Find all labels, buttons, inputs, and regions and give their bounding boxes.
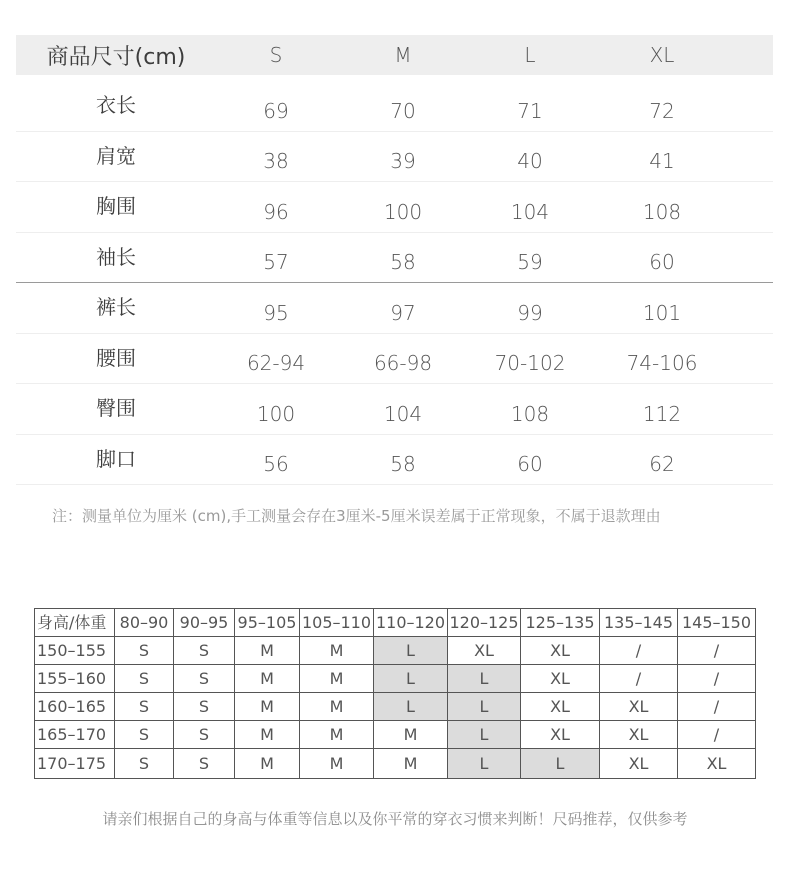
- cell: 57: [263, 250, 289, 275]
- row-label: 衣长: [96, 93, 136, 118]
- cell: S: [174, 665, 235, 693]
- cell: XL: [521, 693, 600, 721]
- cell: 66-98: [373, 351, 433, 376]
- cell: /: [678, 637, 756, 665]
- cell: S: [174, 721, 235, 749]
- cell: S: [174, 637, 235, 665]
- size-s-header: S: [269, 43, 283, 67]
- row-label: 肩宽: [96, 143, 136, 168]
- cell: M: [235, 637, 300, 665]
- cell: 99: [517, 300, 543, 325]
- cell: M: [374, 721, 448, 749]
- table-header-row: [35, 609, 756, 637]
- cell: 38: [263, 149, 289, 174]
- height-cell: 170–175: [35, 749, 115, 779]
- cell: 71: [517, 98, 543, 123]
- cell: 39: [390, 149, 416, 174]
- cell: 100: [256, 401, 296, 426]
- cell: 104: [383, 401, 423, 426]
- cell: 58: [390, 452, 416, 477]
- cell: XL: [448, 637, 521, 665]
- cell: /: [600, 665, 678, 693]
- cell: 69: [263, 98, 289, 123]
- cell: 58: [390, 250, 416, 275]
- header-cell: 135–145: [600, 609, 678, 637]
- header-cell: 110–120: [374, 609, 448, 637]
- cell: L: [374, 665, 448, 693]
- cell: S: [174, 693, 235, 721]
- table-row: [35, 637, 756, 665]
- cell: S: [115, 665, 174, 693]
- cell: M: [300, 693, 374, 721]
- cell: 60: [649, 250, 675, 275]
- cell: L: [521, 749, 600, 779]
- cell: S: [115, 637, 174, 665]
- cell: XL: [678, 749, 756, 779]
- cell: L: [374, 637, 448, 665]
- cell: /: [678, 721, 756, 749]
- header-cell: 125–135: [521, 609, 600, 637]
- table-row: [35, 749, 756, 779]
- cell: 96: [263, 199, 289, 224]
- cell: L: [448, 665, 521, 693]
- table-row: [16, 81, 773, 132]
- cell: S: [174, 749, 235, 779]
- cell: XL: [521, 637, 600, 665]
- cell: M: [300, 721, 374, 749]
- row-label: 臀围: [96, 396, 136, 421]
- table-row: [35, 693, 756, 721]
- row-label: 袖长: [96, 244, 136, 269]
- cell: 108: [642, 199, 682, 224]
- table-row: [16, 435, 773, 486]
- cell: M: [235, 749, 300, 779]
- header-cell: 145–150: [678, 609, 756, 637]
- cell: 101: [642, 300, 682, 325]
- cell: 62: [649, 452, 675, 477]
- cell: 95: [263, 300, 289, 325]
- cell: L: [448, 693, 521, 721]
- cell: 41: [649, 149, 675, 174]
- cell: XL: [521, 721, 600, 749]
- table-row: [16, 283, 773, 334]
- cell: M: [235, 693, 300, 721]
- cell: /: [678, 665, 756, 693]
- row-label: 脚口: [96, 446, 136, 471]
- size-l-header: L: [524, 43, 536, 67]
- height-cell: 165–170: [35, 721, 115, 749]
- cell: 70: [390, 98, 416, 123]
- height-cell: 160–165: [35, 693, 115, 721]
- header-cell: 90–95: [174, 609, 235, 637]
- table-row: [35, 721, 756, 749]
- cell: S: [115, 693, 174, 721]
- cell: 100: [383, 199, 423, 224]
- cell: S: [115, 749, 174, 779]
- cell: M: [300, 749, 374, 779]
- table-row: [16, 233, 773, 284]
- table-row: [16, 334, 773, 385]
- size-xl-header: XL: [649, 43, 675, 67]
- size-table-title: 商品尺寸(cm): [46, 44, 186, 70]
- header-cell: 120–125: [448, 609, 521, 637]
- cell: L: [448, 721, 521, 749]
- cell: L: [374, 693, 448, 721]
- table-row: [16, 384, 773, 435]
- row-label: 胸围: [96, 194, 136, 219]
- cell: 60: [517, 452, 543, 477]
- cell: XL: [600, 721, 678, 749]
- cell: M: [300, 637, 374, 665]
- size-recommendation-table: [34, 608, 756, 779]
- cell: M: [235, 721, 300, 749]
- cell: 72: [649, 98, 675, 123]
- cell: M: [235, 665, 300, 693]
- row-label: 裤长: [96, 295, 136, 320]
- measurement-note: 注：测量单位为厘米 (cm),手工测量会存在3厘米-5厘米误差属于正常现象，不属于退款理由: [52, 507, 661, 525]
- cell: 74-106: [626, 351, 698, 376]
- cell: /: [678, 693, 756, 721]
- table-row: [16, 132, 773, 183]
- cell: 104: [510, 199, 550, 224]
- cell: XL: [600, 749, 678, 779]
- header-cell: 95–105: [235, 609, 300, 637]
- cell: 97: [390, 300, 416, 325]
- cell: XL: [521, 665, 600, 693]
- cell: 56: [263, 452, 289, 477]
- cell: 59: [517, 250, 543, 275]
- header-cell: 80–90: [115, 609, 174, 637]
- table-row: [35, 665, 756, 693]
- footer-note: 请亲们根据自己的身高与体重等信息以及你平常的穿衣习惯来判断！尺码推荐，仅供参考: [102, 810, 688, 828]
- cell: S: [115, 721, 174, 749]
- header-cell: 105–110: [300, 609, 374, 637]
- cell: 112: [642, 401, 682, 426]
- table-row: [16, 182, 773, 233]
- cell: 62-94: [246, 351, 306, 376]
- cell: L: [448, 749, 521, 779]
- size-table-header: [16, 35, 773, 75]
- height-cell: 150–155: [35, 637, 115, 665]
- cell: M: [374, 749, 448, 779]
- row-label: 腰围: [96, 345, 136, 370]
- header-cell: 身高/体重: [35, 609, 115, 637]
- size-table: [16, 35, 773, 485]
- cell: 108: [510, 401, 550, 426]
- cell: 70-102: [494, 351, 566, 376]
- cell: 40: [517, 149, 543, 174]
- cell: XL: [600, 693, 678, 721]
- cell: /: [600, 637, 678, 665]
- height-cell: 155–160: [35, 665, 115, 693]
- size-m-header: M: [394, 43, 412, 67]
- cell: M: [300, 665, 374, 693]
